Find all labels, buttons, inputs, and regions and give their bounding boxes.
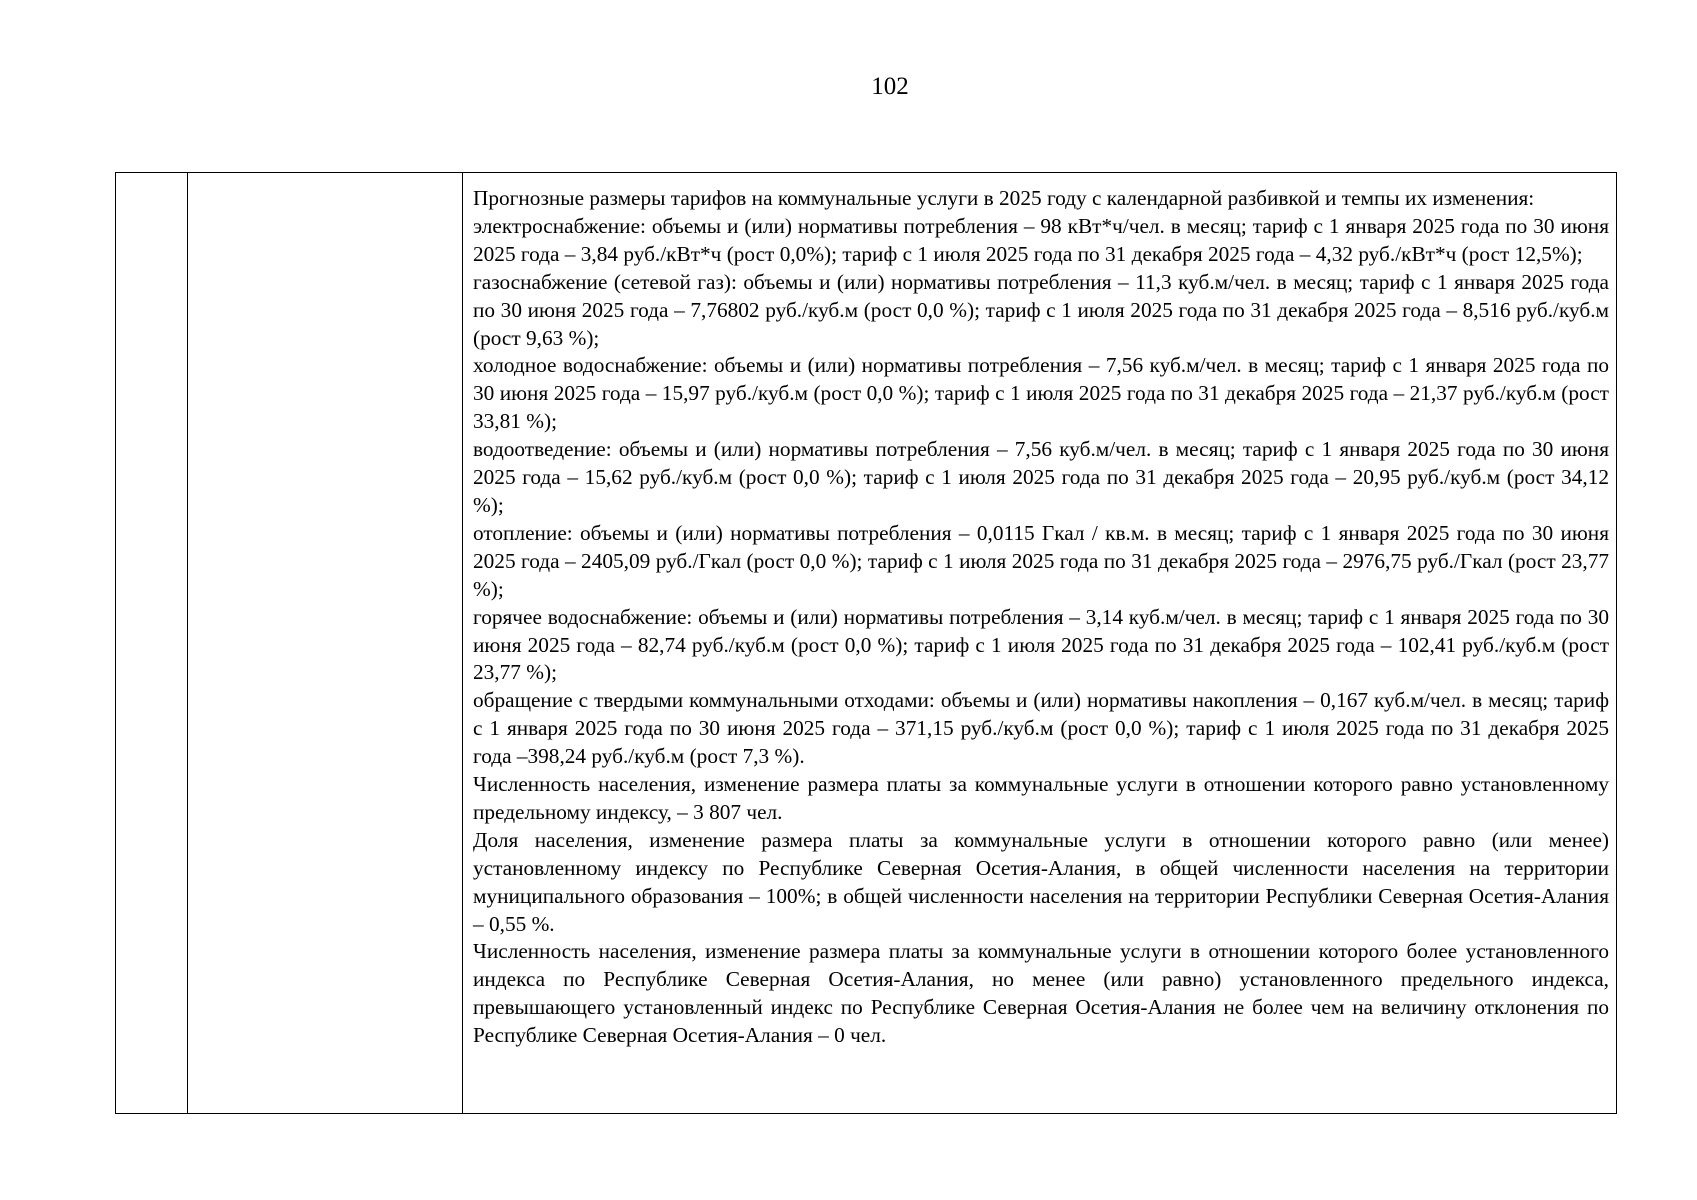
table-cell-name xyxy=(188,173,463,1114)
paragraph-gas: газоснабжение (сетевой газ): объемы и (или) нормативы потребления – 11,3 куб.м/чел. в месяц; тариф с 1 января 2025 года по 30 июня 2025 года – 7,76802 руб./куб.м (рост 0,0 %); тариф с 1 июля 2025 года по 31 декабря 2025 года – 8,516 руб./куб.м (рост 9,63 %); xyxy=(473,269,1609,350)
page-number: 102 xyxy=(871,73,909,100)
tariff-table xyxy=(115,172,1617,1114)
paragraph-solid-waste: обращение с твердыми коммунальными отходами: объемы и (или) нормативы накопления – 0,167 куб.м/чел. в месяц; тариф с 1 января 2025 года по 30 июня 2025 года – 371,15 руб./куб.м (рост 0,0 %); тариф с 1 июля 2025 года по 31 декабря 2025 года –398,24 руб./куб.м (рост 7,3 %). xyxy=(473,688,1609,769)
cell-text xyxy=(463,173,1616,1050)
table-row xyxy=(116,173,1617,1114)
paragraph-cold-water: холодное водоснабжение: объемы и (или) нормативы потребления – 7,56 куб.м/чел. в месяц; тариф с 1 января 2025 года по 30 июня 2025 года – 15,97 руб./куб.м (рост 0,0 %); тариф с 1 июля 2025 года по 31 декабря 2025 года – 21,37 руб./куб.м (рост 33,81 %); xyxy=(473,353,1609,434)
paragraph-hot-water: горячее водоснабжение: объемы и (или) нормативы потребления – 3,14 куб.м/чел. в месяц; тариф с 1 января 2025 года по 30 июня 2025 года – 82,74 руб./куб.м (рост 0,0 %); тариф с 1 июля 2025 года по 31 декабря 2025 года – 102,41 руб./куб.м (рост 23,77 %); xyxy=(473,604,1609,685)
paragraph-population-equal: Численность населения, изменение размера платы за коммунальные услуги в отношении которого равно установленному предельному индексу, – 3 807 чел. xyxy=(473,772,1609,824)
paragraph-population-share: Доля населения, изменение размера платы за коммунальные услуги в отношении которого равно (или менее) установленному индексу по Республике Северная Осетия-Алания, в общей численности населения на территории муниципального образования – 100%; в общей численности населения на территории Республики Северная Осетия-Алания – 0,55 %. xyxy=(473,827,1609,936)
paragraph-population-above: Численность населения, изменение размера платы за коммунальные услуги в отношении которого более установленного индекса по Республике Северная Осетия-Алания, но менее (или равно) установленного предельного индекса, превышающего установленный индекс по Республике Северная Осетия-Алания не более чем на величину отклонения по Республике Северная Осетия-Алания – 0 чел. xyxy=(473,939,1609,1048)
table-cell-content xyxy=(463,173,1617,1114)
paragraph-sewerage: водоотведение: объемы и (или) нормативы потребления – 7,56 куб.м/чел. в месяц; тариф с 1 января 2025 года по 30 июня 2025 года – 15,62 руб./куб.м (рост 0,0 %); тариф с 1 июля 2025 года по 31 декабря 2025 года – 20,95 руб./куб.м (рост 34,12 %); xyxy=(473,437,1609,517)
table-cell-number xyxy=(116,173,188,1114)
paragraph-electricity: электроснабжение: объемы и (или) нормативы потребления – 98 кВт*ч/чел. в месяц; тариф с 1 января 2025 года по 30 июня 2025 года – 3,84 руб./кВт*ч (рост 0,0%); тариф с 1 июля 2025 года по 31 декабря 2025 года – 4,32 руб./кВт*ч (рост 12,5%); xyxy=(473,213,1609,266)
paragraph-intro: Прогнозные размеры тарифов на коммунальные услуги в 2025 году с календарной разбивкой и темпы их изменения: xyxy=(473,186,1535,210)
paragraph-heating: отопление: объемы и (или) нормативы потребления – 0,0115 Гкал / кв.м. в месяц; тариф с 1 января 2025 года по 30 июня 2025 года – 2405,09 руб./Гкал (рост 0,0 %); тариф с 1 июля 2025 года по 31 декабря 2025 года – 2976,75 руб./Гкал (рост 23,77 %); xyxy=(473,520,1609,601)
